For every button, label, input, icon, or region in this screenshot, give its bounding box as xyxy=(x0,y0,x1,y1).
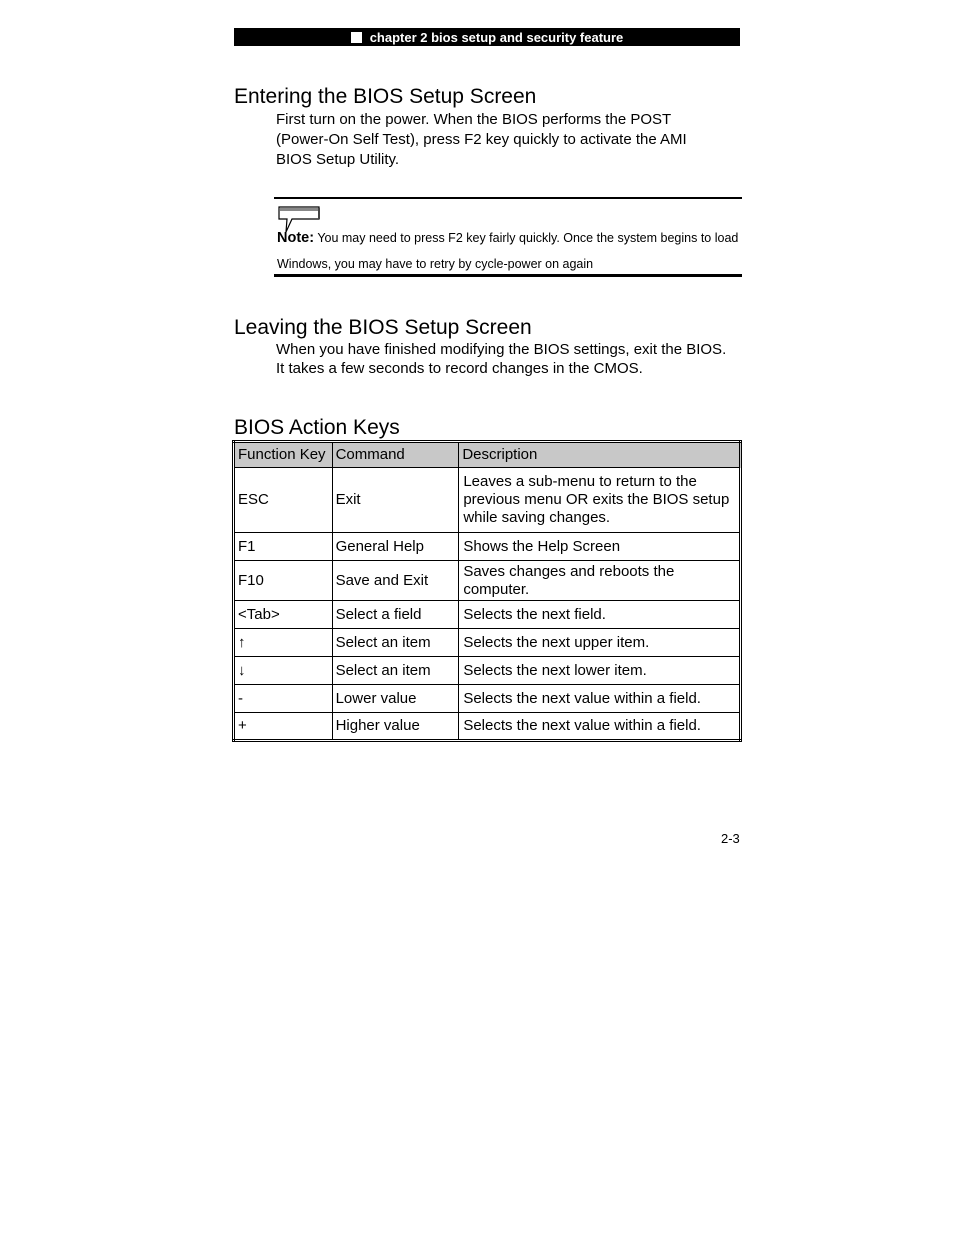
column-header-command: Command xyxy=(332,442,459,468)
key-cell: + xyxy=(234,713,333,741)
key-cell: <Tab> xyxy=(234,601,333,629)
key-cell: F1 xyxy=(234,533,333,561)
column-header-function-key: Function Key xyxy=(234,442,333,468)
chapter-header-bar xyxy=(234,28,740,46)
page-number: 2-3 xyxy=(721,831,740,846)
bios-action-keys-heading: BIOS Action Keys xyxy=(234,416,400,439)
description-cell: Selects the next upper item. xyxy=(459,629,741,657)
note-body-1: You may need to press F2 key fairly quickly. Once the system begins to load xyxy=(317,231,739,245)
entering-bios-heading: Entering the BIOS Setup Screen xyxy=(234,85,537,108)
command-cell: General Help xyxy=(332,533,459,561)
table-row xyxy=(234,685,741,713)
command-cell: Exit xyxy=(332,468,459,533)
description-cell xyxy=(459,468,741,533)
key-cell: F10 xyxy=(234,561,333,601)
table-row xyxy=(234,561,741,601)
note-box xyxy=(274,197,742,277)
key-cell: ↑ xyxy=(234,629,333,657)
description-line: computer. xyxy=(463,580,530,598)
leaving-bios-line-2: It takes a few seconds to record changes in the CMOS. xyxy=(276,360,643,377)
table-row xyxy=(234,657,741,685)
table-row xyxy=(234,629,741,657)
command-cell: Higher value xyxy=(332,713,459,741)
description-line: previous menu OR exits the BIOS setup xyxy=(463,491,730,508)
description-cell: Shows the Help Screen xyxy=(459,533,741,561)
leaving-bios-line-1: When you have finished modifying the BIOS settings, exit the BIOS. xyxy=(276,341,727,358)
description-cell: Selects the next value within a field. xyxy=(459,685,741,713)
entering-bios-line-1: First turn on the power. When the BIOS performs the POST xyxy=(276,111,672,128)
command-cell: Select a field xyxy=(332,601,459,629)
description-line: Leaves a sub-menu to return to the xyxy=(463,473,697,490)
note-text-line-1 xyxy=(277,230,738,246)
note-text-line-2: Windows, you may have to retry by cycle-power on again xyxy=(277,257,594,271)
command-cell: Lower value xyxy=(332,685,459,713)
entering-bios-line-3: BIOS Setup Utility. xyxy=(276,151,400,168)
column-header-description: Description xyxy=(459,442,741,468)
description-cell xyxy=(459,561,741,601)
chapter-header-text: chapter 2 bios setup and security feature xyxy=(369,29,624,45)
description-cell: Selects the next value within a field. xyxy=(459,713,741,741)
key-cell: - xyxy=(234,685,333,713)
description-cell: Selects the next lower item. xyxy=(459,657,741,685)
table-header-row xyxy=(234,442,741,468)
description-line: while saving changes. xyxy=(463,509,611,526)
square-bullet-icon xyxy=(351,32,362,43)
table-row xyxy=(234,601,741,629)
description-line: Saves changes and reboots the xyxy=(463,562,675,580)
description-cell: Selects the next field. xyxy=(459,601,741,629)
command-cell: Save and Exit xyxy=(332,561,459,601)
table-row xyxy=(234,533,741,561)
command-cell: Select an item xyxy=(332,657,459,685)
table-row xyxy=(234,468,741,533)
command-cell: Select an item xyxy=(332,629,459,657)
table-row xyxy=(234,713,741,741)
note-label: Note: xyxy=(277,230,315,246)
key-cell: ↓ xyxy=(234,657,333,685)
key-cell: ESC xyxy=(234,468,333,533)
leaving-bios-heading: Leaving the BIOS Setup Screen xyxy=(234,316,532,339)
bios-action-keys-table xyxy=(232,440,742,742)
entering-bios-line-2: (Power-On Self Test), press F2 key quickly to activate the AMI xyxy=(276,131,687,148)
